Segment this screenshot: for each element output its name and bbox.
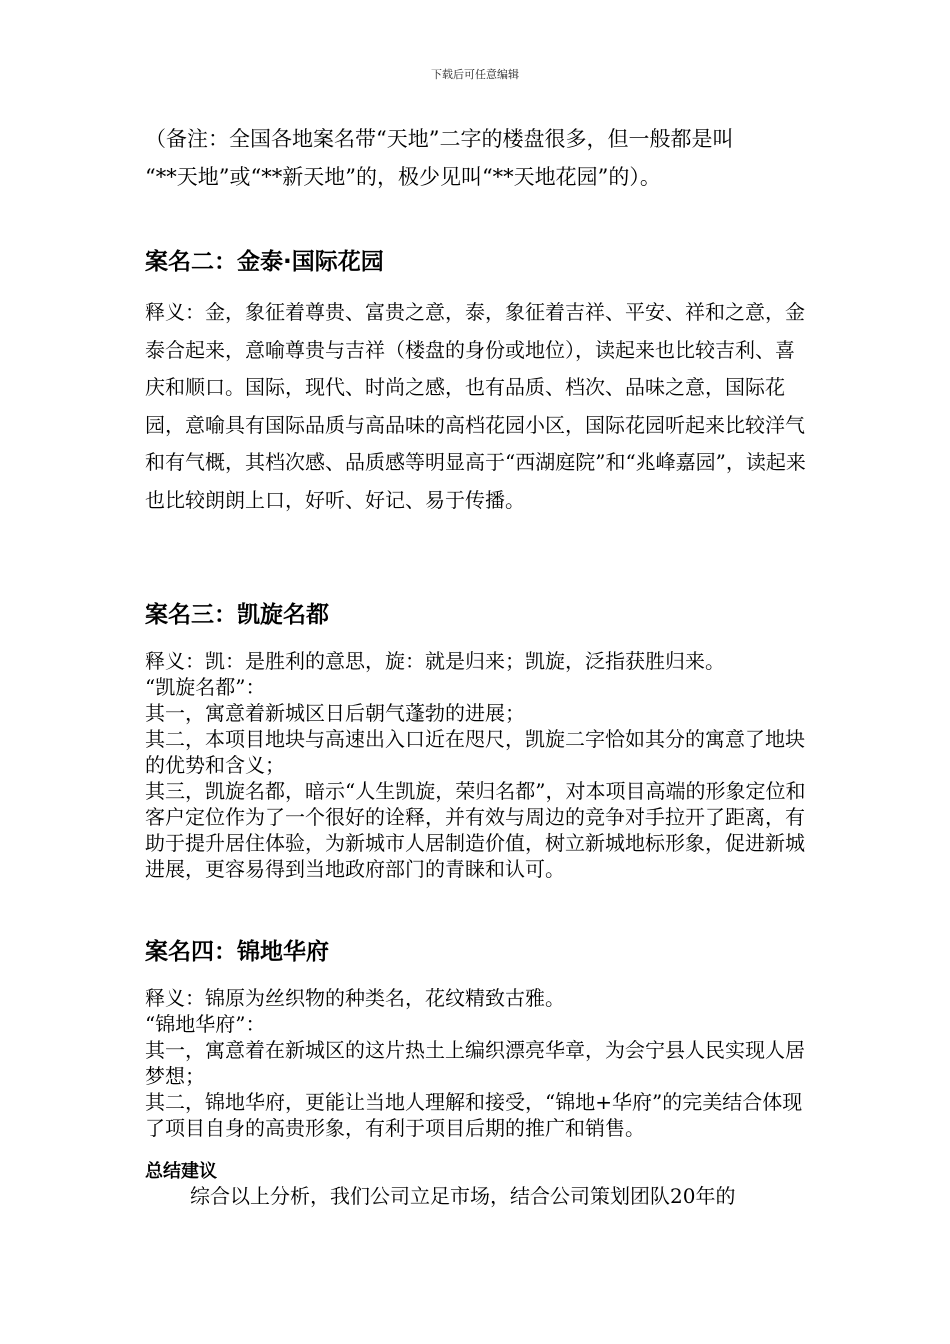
- section-4-body: [145, 985, 810, 1141]
- note-line-1: （备注：全国各地案名带“天地”二字的楼盘很多，但一般都是叫: [145, 127, 734, 151]
- section-3-body: [145, 648, 810, 882]
- section-2-title: 案名二：金泰·国际花园: [145, 249, 384, 275]
- page-header: 下载后可任意编辑: [431, 68, 519, 81]
- section-3-line: 其三，凯旋名都，暗示“人生凯旋，荣归名都”，对本项目高端的形象定位和客户定位作为了一个很好的诠释，并有效与周边的竞争对手拉开了距离，有助于提升居住体验，为新城市人居制造价值，树立新城地标形象，促进新城进展，更容易得到当地政府部门的青睐和认可。: [145, 779, 806, 881]
- section-2-body: 释义：金，象征着尊贵、富贵之意，泰，象征着吉祥、平安、祥和之意，金泰合起来，意喻尊贵与吉祥（楼盘的身份或地位），读起来也比较吉利、喜庆和顺口。国际，现代、时尚之感，也有品质、档次、品味之意，国际花园，意喻具有国际品质与高品味的高档花园小区，国际花园听起来比较洋气和有气概，其档次感、品质感等明显高于“西湖庭院”和“兆峰嘉园”，读起来也比较朗朗上口，好听、好记、易于传播。: [145, 300, 806, 512]
- section-3-line: 其一，寓意着新城区日后朝气蓬勃的进展；: [145, 701, 525, 725]
- section-3-line: “凯旋名都”：: [145, 675, 266, 699]
- summary-text: 综合以上分析，我们公司立足市场，结合公司策划团队20年的: [190, 1184, 736, 1208]
- note-paragraph: [145, 120, 810, 196]
- note-line-2: “**天地”或“**新天地”的，极少见叫“**天地花园”的）。: [145, 165, 661, 189]
- section-3-line: 释义：凯：是胜利的意思，旋：就是归来；凯旋，泛指获胜归来。: [145, 649, 725, 673]
- section-4-line: “锦地华府”：: [145, 1012, 266, 1036]
- section-4-line: 其二，锦地华府，更能让当地人理解和接受，“锦地+华府”的完美结合体现了项目自身的高贵形象，有利于项目后期的推广和销售。: [145, 1090, 803, 1140]
- section-4-line: 其一，寓意着在新城区的这片热土上编织漂亮华章，为会宁县人民实现人居梦想；: [145, 1038, 805, 1088]
- section-4-line: 释义：锦原为丝织物的种类名，花纹精致古雅。: [145, 986, 565, 1010]
- summary-title: 总结建议: [145, 1161, 217, 1182]
- section-4-title: 案名四：锦地华府: [145, 939, 329, 965]
- section-3-title: 案名三：凯旋名都: [145, 602, 329, 628]
- section-3-line: 其二，本项目地块与高速出入口近在咫尺，凯旋二字恰如其分的寓意了地块的优势和含义；: [145, 727, 805, 777]
